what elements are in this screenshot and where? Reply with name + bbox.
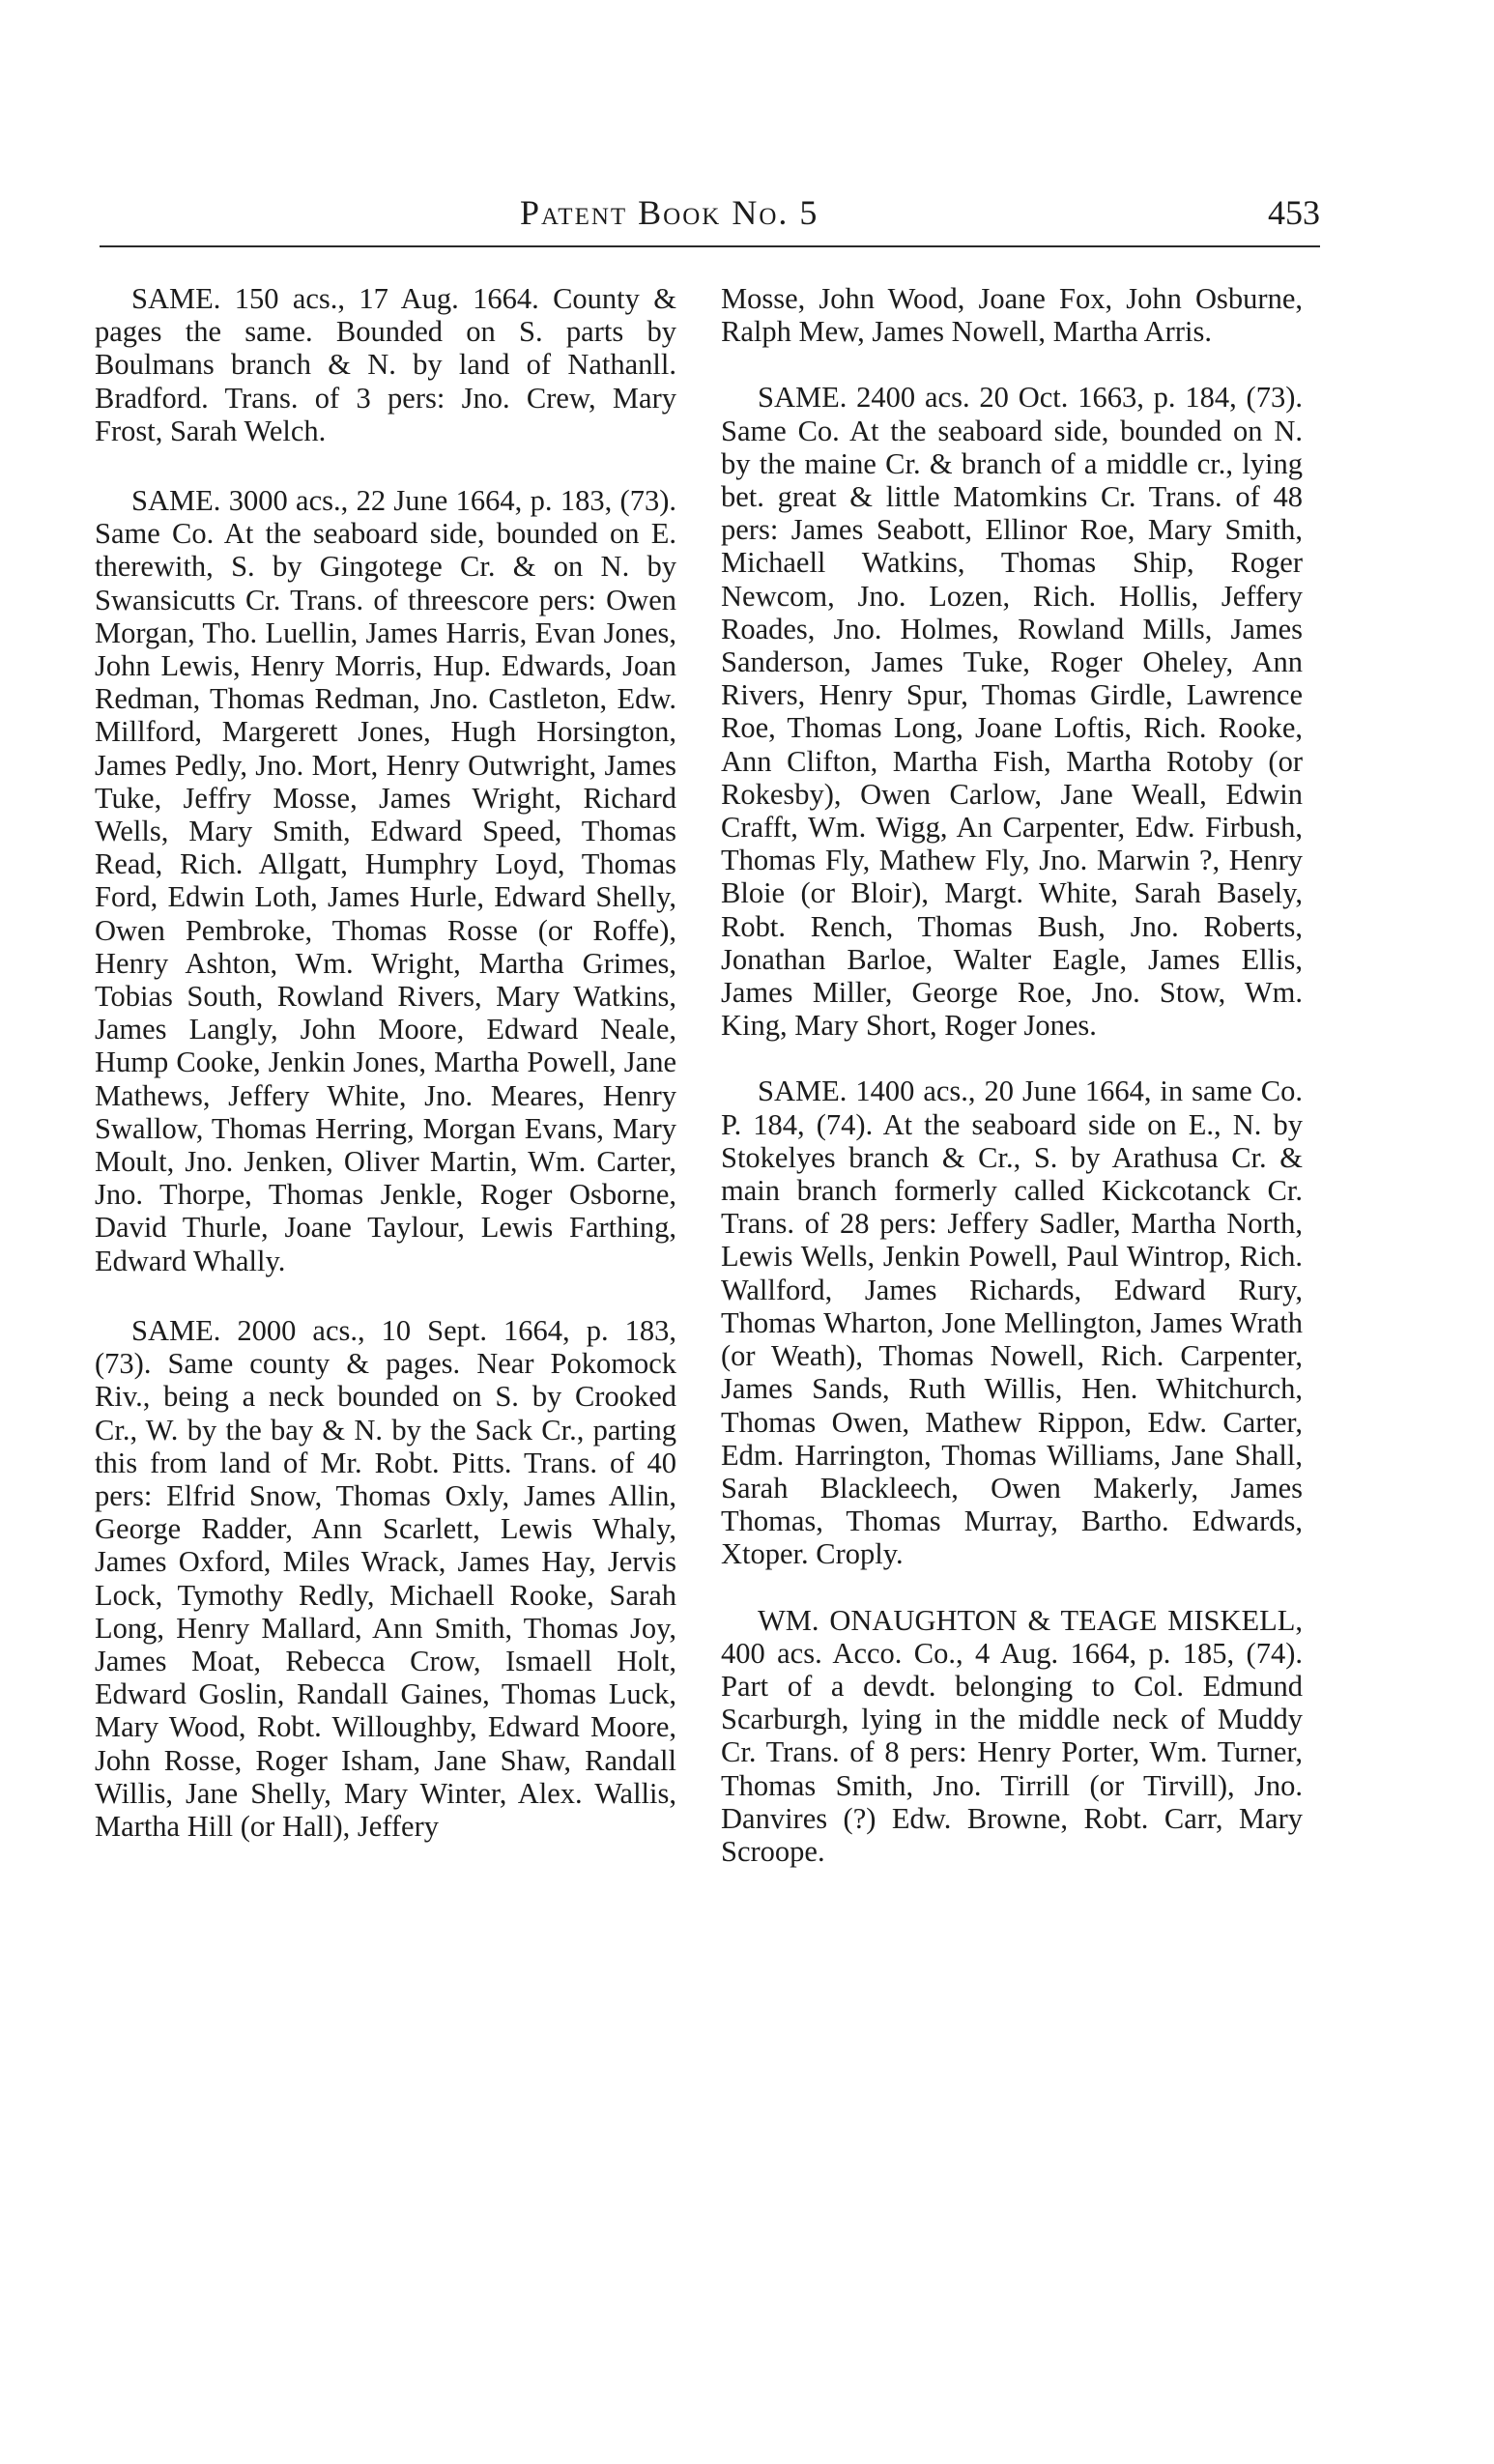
page-number: 453 <box>1268 193 1320 232</box>
page-title: Patent Book No. 5 <box>520 193 819 232</box>
patent-entry: SAME. 2400 acs. 20 Oct. 1663, p. 184, (73). Same Co. At the seaboard side, bounded on N. by the maine Cr. & branch of a middle cr., lying bet. great & little Matomkins Cr. Trans. of 48 pers: James Seabott, Ellinor Roe, Mary Smith, Michaell Watkins, Thomas Ship, Roger Newcom, Jno. Lozen, Rich. Hollis, Jeffery Roades, Jno. Holmes, Rowland Mills, James Sanderson, James Tuke, Roger Oheley, Ann Rivers, Henry Spur, Thomas Girdle, Lawrence Roe, Thomas Long, Joane Loftis, Rich. Rooke, Ann Clifton, Martha Fish, Martha Rotoby (or Rokesby), Owen Carlow, Jane Weall, Edwin Crafft, Wm. Wigg, An Carpenter, Edw. Firbush, Thomas Fly, Mathew Fly, Jno. Marwin ?, Henry Bloie (or Bloir), Margt. White, Sarah Basely, Robt. Rench, Thomas Bush, Jno. Roberts, Jonathan Barloe, Walter Eagle, James Ellis, James Miller, George Roe, Jno. Stow, Wm. King, Mary Short, Roger Jones. <box>721 381 1303 1043</box>
entry-spacer <box>721 1571 1303 1604</box>
patent-entry: SAME. 3000 acs., 22 June 1664, p. 183, (73). Same Co. At the seaboard side, bounded on E. therewith, S. by Gingotege Cr. & on N. by Swansicutts Cr. Trans. of threescore pers: Owen Morgan, Tho. Luellin, James Harris, Evan Jones, John Lewis, Henry Morris, Hup. Edwards, Joan Redman, Thomas Redman, Jno. Castleton, Edw. Millford, Margerett Jones, Hugh Horsington, James Pedly, Jno. Mort, Henry Outwright, James Tuke, Jeffry Mosse, James Wright, Richard Wells, Mary Smith, Edward Speed, Thomas Read, Rich. Allgatt, Humphry Loyd, Thomas Ford, Edwin Loth, James Hurle, Edward Shelly, Owen Pembroke, Thomas Rosse (or Roffe), Henry Ashton, Wm. Wright, Martha Grimes, Tobias South, Rowland Rivers, Mary Watkins, James Langly, John Moore, Edward Neale, Hump Cooke, Jenkin Jones, Martha Powell, Jane Mathews, Jeffery White, Jno. Meares, Henry Swallow, Thomas Herring, Morgan Evans, Mary Moult, Jno. Jenken, Oliver Martin, Wm. Carter, Jno. Thorpe, Thomas Jenkle, Roger Osborne, David Thurle, Joane Taylour, Lewis Farthing, Edward Whally. <box>95 484 676 1277</box>
entry-spacer <box>95 1277 676 1314</box>
patent-entry: SAME. 2000 acs., 10 Sept. 1664, p. 183, (73). Same county & pages. Near Pokomock Riv., being a neck bounded on S. by Crooked Cr., W. by the bay & N. by the Sack Cr., parting this from land of Mr. Robt. Pitts. Trans. of 40 pers: Elfrid Snow, Thomas Oxly, James Allin, George Radder, Ann Scarlett, Lewis Whaly, James Oxford, Miles Wrack, James Hay, Jervis Lock, Tymothy Redly, Michaell Rooke, Sarah Long, Henry Mallard, Ann Smith, Thomas Joy, James Moat, Rebecca Crow, Ismaell Holt, Edward Goslin, Randall Gaines, Thomas Luck, Mary Wood, Robt. Willoughby, Edward Moore, John Rosse, Roger Isham, Jane Shaw, Randall Willis, Jane Shelly, Mary Winter, Alex. Wallis, Martha Hill (or Hall), Jeffery <box>95 1313 676 1843</box>
right-column <box>721 282 1303 1868</box>
entry-spacer <box>95 447 676 484</box>
patent-entry: SAME. 1400 acs., 20 June 1664, in same Co. P. 184, (74). At the seaboard side on E., N. by Stokelyes branch & Cr., S. by Arathusa Cr. & main branch formerly called Kickcotanck Cr. Trans. of 28 pers: Jeffery Sadler, Martha North, Lewis Wells, Jenkin Powell, Paul Wintrop, Rich. Wallford, James Richards, Edward Rury, Thomas Wharton, Jone Mellington, James Wrath (or Weath), Thomas Nowell, Rich. Carpenter, James Sands, Ruth Willis, Hen. Whitchurch, Thomas Owen, Mathew Rippon, Edw. Carter, Edm. Harrington, Thomas Williams, Jane Shall, Sarah Blackleech, Owen Makerly, James Thomas, Thomas Murray, Bartho. Edwards, Xtoper. Croply. <box>721 1074 1303 1571</box>
running-header <box>100 188 1320 237</box>
entry-spacer <box>721 1042 1303 1074</box>
entry-continuation: Mosse, John Wood, Joane Fox, John Osburne, Ralph Mew, James Nowell, Martha Arris. <box>721 282 1303 349</box>
header-rule <box>100 245 1320 247</box>
patent-entry: SAME. 150 acs., 17 Aug. 1664. County & pages the same. Bounded on S. parts by Boulmans branch & N. by land of Nathanll. Bradford. Trans. of 3 pers: Jno. Crew, Mary Frost, Sarah Welch. <box>95 282 676 447</box>
left-column <box>95 282 676 1843</box>
patent-entry: WM. ONAUGHTON & TEAGE MISKELL, 400 acs. Acco. Co., 4 Aug. 1664, p. 185, (74). Part of a devdt. belonging to Col. Edmund Scarburgh, lying in the middle neck of Muddy Cr. Trans. of 8 pers: Henry Porter, Wm. Turner, Thomas Smith, Jno. Tirrill (or Tirvill), Jno. Danvires (?) Edw. Browne, Robt. Carr, Mary Scroope. <box>721 1603 1303 1868</box>
entry-spacer <box>721 348 1303 381</box>
